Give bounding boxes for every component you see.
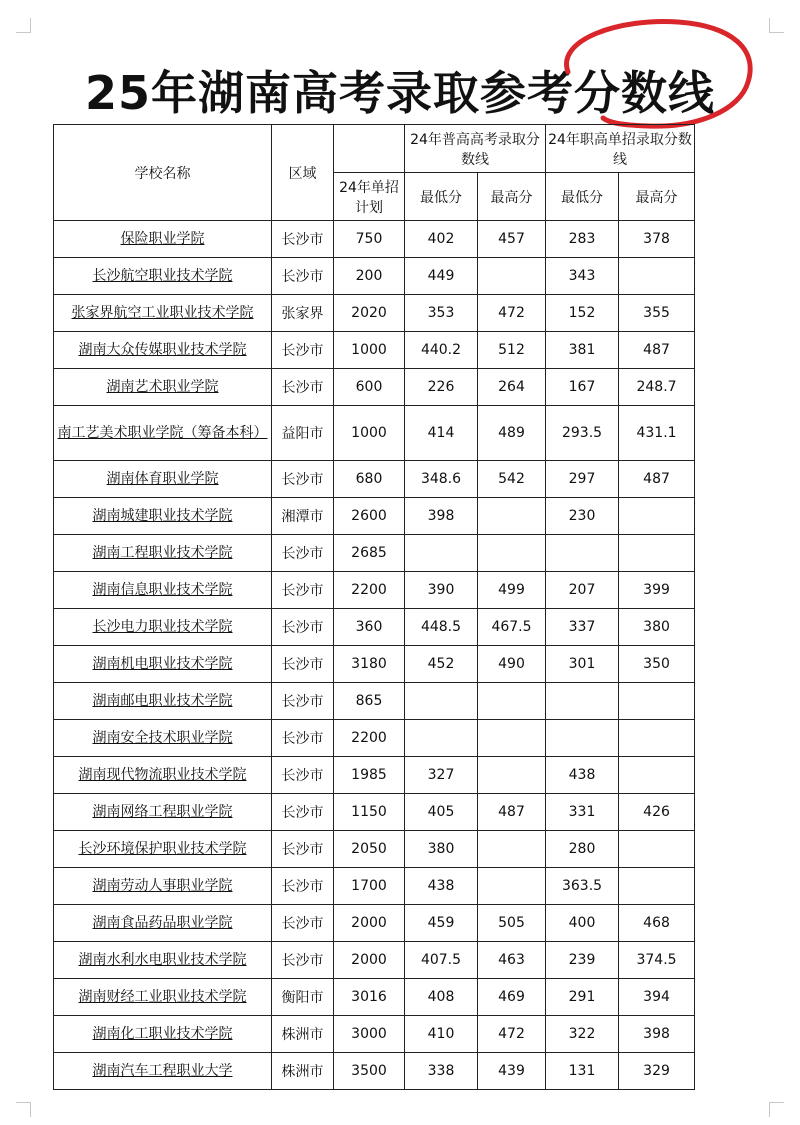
school-cell: 长沙航空职业技术学院 — [54, 258, 272, 295]
header-vocational-score-group: 24年职高单招录取分数线 — [546, 125, 695, 173]
vocational-max-cell: 380 — [619, 609, 695, 646]
header-region: 区域 — [272, 125, 334, 221]
general-min-cell: 398 — [405, 498, 478, 535]
vocational-min-cell: 230 — [546, 498, 619, 535]
header-school-name: 学校名称 — [54, 125, 272, 221]
vocational-max-cell — [619, 683, 695, 720]
table-row — [54, 369, 695, 406]
general-min-cell: 408 — [405, 979, 478, 1016]
admission-score-table — [53, 124, 695, 1090]
general-min-cell — [405, 683, 478, 720]
general-min-cell: 348.6 — [405, 461, 478, 498]
plan-cell: 360 — [334, 609, 405, 646]
table-row — [54, 683, 695, 720]
general-min-cell: 353 — [405, 295, 478, 332]
vocational-max-cell — [619, 720, 695, 757]
vocational-min-cell: 167 — [546, 369, 619, 406]
school-cell: 湖南劳动人事职业学院 — [54, 868, 272, 905]
general-max-cell — [478, 831, 546, 868]
region-cell: 长沙市 — [272, 461, 334, 498]
school-cell: 南工艺美术职业学院（筹备本科） — [54, 406, 272, 461]
table-row — [54, 868, 695, 905]
general-max-cell: 472 — [478, 1016, 546, 1053]
school-cell: 保险职业学院 — [54, 221, 272, 258]
general-min-cell: 390 — [405, 572, 478, 609]
header-plan-blank — [334, 125, 405, 173]
plan-cell: 1000 — [334, 406, 405, 461]
vocational-max-cell: 399 — [619, 572, 695, 609]
vocational-min-cell: 381 — [546, 332, 619, 369]
plan-cell: 2600 — [334, 498, 405, 535]
general-max-cell — [478, 258, 546, 295]
vocational-max-cell — [619, 258, 695, 295]
general-min-cell: 405 — [405, 794, 478, 831]
vocational-min-cell: 322 — [546, 1016, 619, 1053]
plan-cell: 2000 — [334, 942, 405, 979]
vocational-min-cell: 297 — [546, 461, 619, 498]
general-max-cell: 505 — [478, 905, 546, 942]
region-cell: 长沙市 — [272, 683, 334, 720]
vocational-max-cell: 431.1 — [619, 406, 695, 461]
school-cell: 湖南体育职业学院 — [54, 461, 272, 498]
general-min-cell: 414 — [405, 406, 478, 461]
plan-cell: 1985 — [334, 757, 405, 794]
vocational-min-cell: 239 — [546, 942, 619, 979]
plan-cell: 2050 — [334, 831, 405, 868]
plan-cell: 3180 — [334, 646, 405, 683]
table-row — [54, 461, 695, 498]
vocational-max-cell: 374.5 — [619, 942, 695, 979]
header-general-max: 最高分 — [478, 173, 546, 221]
vocational-min-cell — [546, 720, 619, 757]
school-cell: 湖南食品药品职业学院 — [54, 905, 272, 942]
table-row — [54, 757, 695, 794]
table-row — [54, 221, 695, 258]
school-cell: 湖南水利水电职业技术学院 — [54, 942, 272, 979]
region-cell: 长沙市 — [272, 535, 334, 572]
vocational-min-cell: 301 — [546, 646, 619, 683]
table-row — [54, 609, 695, 646]
vocational-min-cell: 438 — [546, 757, 619, 794]
region-cell: 长沙市 — [272, 609, 334, 646]
plan-cell: 1000 — [334, 332, 405, 369]
vocational-max-cell — [619, 831, 695, 868]
general-min-cell: 327 — [405, 757, 478, 794]
general-min-cell: 440.2 — [405, 332, 478, 369]
vocational-max-cell: 426 — [619, 794, 695, 831]
school-cell: 长沙电力职业技术学院 — [54, 609, 272, 646]
vocational-min-cell: 363.5 — [546, 868, 619, 905]
plan-cell: 750 — [334, 221, 405, 258]
plan-cell: 200 — [334, 258, 405, 295]
table-row — [54, 1016, 695, 1053]
region-cell: 益阳市 — [272, 406, 334, 461]
general-min-cell: 452 — [405, 646, 478, 683]
table-row — [54, 406, 695, 461]
plan-cell: 1150 — [334, 794, 405, 831]
table-row — [54, 794, 695, 831]
general-max-cell: 469 — [478, 979, 546, 1016]
school-cell: 长沙环境保护职业技术学院 — [54, 831, 272, 868]
general-min-cell: 410 — [405, 1016, 478, 1053]
header-general-min: 最低分 — [405, 173, 478, 221]
general-max-cell — [478, 757, 546, 794]
region-cell: 长沙市 — [272, 720, 334, 757]
school-cell: 湖南现代物流职业技术学院 — [54, 757, 272, 794]
school-cell: 张家界航空工业职业技术学院 — [54, 295, 272, 332]
vocational-min-cell: 337 — [546, 609, 619, 646]
general-max-cell — [478, 720, 546, 757]
vocational-min-cell: 207 — [546, 572, 619, 609]
table-row — [54, 295, 695, 332]
general-max-cell: 463 — [478, 942, 546, 979]
table-row — [54, 332, 695, 369]
general-min-cell: 338 — [405, 1053, 478, 1090]
plan-cell: 1700 — [334, 868, 405, 905]
vocational-max-cell — [619, 757, 695, 794]
table-row — [54, 831, 695, 868]
vocational-max-cell: 355 — [619, 295, 695, 332]
vocational-min-cell: 280 — [546, 831, 619, 868]
general-min-cell: 226 — [405, 369, 478, 406]
plan-cell: 3000 — [334, 1016, 405, 1053]
general-max-cell: 487 — [478, 794, 546, 831]
general-max-cell: 512 — [478, 332, 546, 369]
header-vocational-min: 最低分 — [546, 173, 619, 221]
general-max-cell: 542 — [478, 461, 546, 498]
vocational-max-cell — [619, 535, 695, 572]
vocational-max-cell: 378 — [619, 221, 695, 258]
plan-cell: 2200 — [334, 720, 405, 757]
region-cell: 长沙市 — [272, 905, 334, 942]
vocational-max-cell: 248.7 — [619, 369, 695, 406]
vocational-max-cell: 350 — [619, 646, 695, 683]
school-cell: 湖南财经工业职业技术学院 — [54, 979, 272, 1016]
general-min-cell: 448.5 — [405, 609, 478, 646]
region-cell: 长沙市 — [272, 221, 334, 258]
general-max-cell: 499 — [478, 572, 546, 609]
table-row — [54, 720, 695, 757]
vocational-min-cell: 331 — [546, 794, 619, 831]
vocational-min-cell: 343 — [546, 258, 619, 295]
plan-cell: 680 — [334, 461, 405, 498]
plan-cell: 3500 — [334, 1053, 405, 1090]
vocational-max-cell: 329 — [619, 1053, 695, 1090]
plan-cell: 2200 — [334, 572, 405, 609]
plan-cell: 2020 — [334, 295, 405, 332]
region-cell: 湘潭市 — [272, 498, 334, 535]
region-cell: 长沙市 — [272, 831, 334, 868]
school-cell: 湖南汽车工程职业大学 — [54, 1053, 272, 1090]
page-corner-mark — [769, 1102, 784, 1117]
school-cell: 湖南机电职业技术学院 — [54, 646, 272, 683]
region-cell: 长沙市 — [272, 258, 334, 295]
header-plan: 24年单招计划 — [334, 173, 405, 221]
plan-cell: 2000 — [334, 905, 405, 942]
vocational-max-cell: 468 — [619, 905, 695, 942]
table-body — [54, 221, 695, 1090]
general-min-cell — [405, 535, 478, 572]
table-row — [54, 942, 695, 979]
general-max-cell — [478, 683, 546, 720]
vocational-min-cell: 152 — [546, 295, 619, 332]
vocational-min-cell — [546, 683, 619, 720]
vocational-max-cell — [619, 868, 695, 905]
region-cell: 衡阳市 — [272, 979, 334, 1016]
general-max-cell — [478, 535, 546, 572]
vocational-max-cell — [619, 498, 695, 535]
general-max-cell: 467.5 — [478, 609, 546, 646]
header-general-score-group: 24年普高高考录取分数线 — [405, 125, 546, 173]
table-row — [54, 1053, 695, 1090]
vocational-min-cell: 291 — [546, 979, 619, 1016]
region-cell: 长沙市 — [272, 572, 334, 609]
region-cell: 长沙市 — [272, 868, 334, 905]
page-corner-mark — [16, 1102, 31, 1117]
general-min-cell: 402 — [405, 221, 478, 258]
school-cell: 湖南邮电职业技术学院 — [54, 683, 272, 720]
general-min-cell: 380 — [405, 831, 478, 868]
table-row — [54, 535, 695, 572]
plan-cell: 600 — [334, 369, 405, 406]
plan-cell: 865 — [334, 683, 405, 720]
general-max-cell — [478, 868, 546, 905]
region-cell: 株洲市 — [272, 1016, 334, 1053]
school-cell: 湖南艺术职业学院 — [54, 369, 272, 406]
plan-cell: 2685 — [334, 535, 405, 572]
page-corner-mark — [769, 18, 784, 33]
general-min-cell — [405, 720, 478, 757]
general-min-cell: 407.5 — [405, 942, 478, 979]
vocational-max-cell: 487 — [619, 332, 695, 369]
region-cell: 张家界 — [272, 295, 334, 332]
table-row — [54, 979, 695, 1016]
table-row — [54, 498, 695, 535]
school-cell: 湖南安全技术职业学院 — [54, 720, 272, 757]
table-row — [54, 905, 695, 942]
school-cell: 湖南工程职业技术学院 — [54, 535, 272, 572]
general-min-cell: 438 — [405, 868, 478, 905]
general-max-cell: 439 — [478, 1053, 546, 1090]
school-cell: 湖南化工职业技术学院 — [54, 1016, 272, 1053]
region-cell: 长沙市 — [272, 646, 334, 683]
school-cell: 湖南网络工程职业学院 — [54, 794, 272, 831]
general-min-cell: 449 — [405, 258, 478, 295]
general-max-cell: 489 — [478, 406, 546, 461]
vocational-min-cell: 400 — [546, 905, 619, 942]
vocational-min-cell: 131 — [546, 1053, 619, 1090]
region-cell: 长沙市 — [272, 794, 334, 831]
region-cell: 长沙市 — [272, 332, 334, 369]
table-row — [54, 572, 695, 609]
header-vocational-max: 最高分 — [619, 173, 695, 221]
general-max-cell — [478, 498, 546, 535]
general-max-cell: 457 — [478, 221, 546, 258]
region-cell: 株洲市 — [272, 1053, 334, 1090]
region-cell: 长沙市 — [272, 942, 334, 979]
plan-cell: 3016 — [334, 979, 405, 1016]
school-cell: 湖南信息职业技术学院 — [54, 572, 272, 609]
school-cell: 湖南城建职业技术学院 — [54, 498, 272, 535]
page-corner-mark — [16, 18, 31, 33]
table-row — [54, 646, 695, 683]
vocational-max-cell: 394 — [619, 979, 695, 1016]
vocational-min-cell — [546, 535, 619, 572]
general-max-cell: 472 — [478, 295, 546, 332]
vocational-max-cell: 487 — [619, 461, 695, 498]
region-cell: 长沙市 — [272, 369, 334, 406]
general-max-cell: 490 — [478, 646, 546, 683]
general-min-cell: 459 — [405, 905, 478, 942]
vocational-min-cell: 283 — [546, 221, 619, 258]
vocational-min-cell: 293.5 — [546, 406, 619, 461]
general-max-cell: 264 — [478, 369, 546, 406]
region-cell: 长沙市 — [272, 757, 334, 794]
table-row — [54, 258, 695, 295]
page-title: 25年湖南高考录取参考分数线 — [84, 66, 715, 120]
vocational-max-cell: 398 — [619, 1016, 695, 1053]
school-cell: 湖南大众传媒职业技术学院 — [54, 332, 272, 369]
